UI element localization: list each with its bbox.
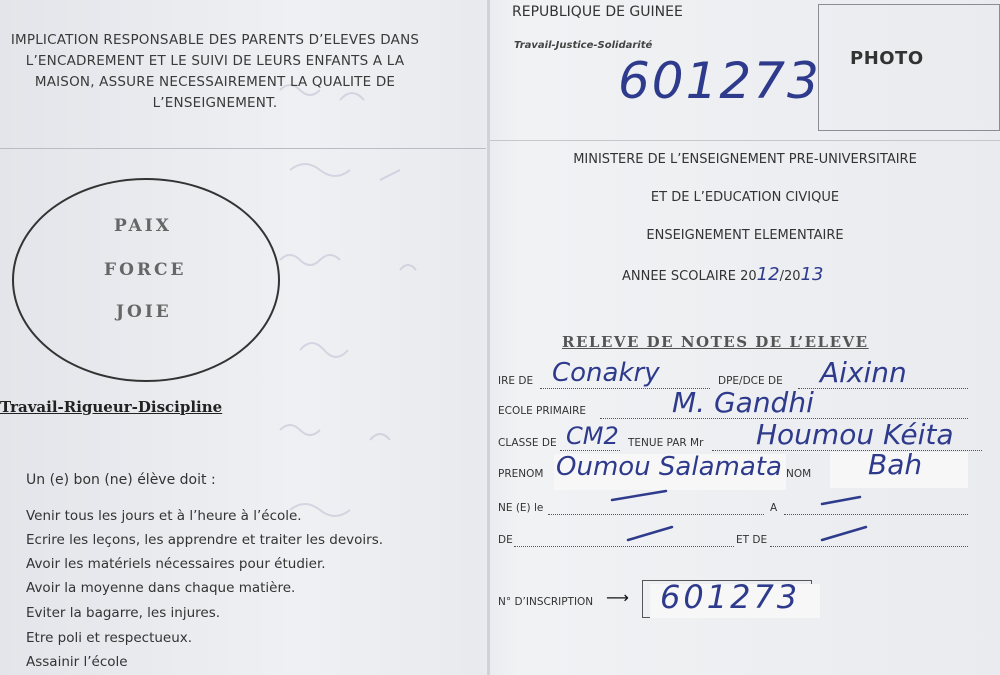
national-motto: Travail-Justice-Solidarité — [514, 40, 653, 51]
field-value-ire: Conakry — [552, 358, 660, 388]
field-line — [770, 546, 968, 547]
field-label-ecole: ECOLE PRIMAIRE — [498, 405, 587, 417]
motto-line-3: MAISON, ASSURE NECESSAIREMENT LA QUALITE DE — [34, 74, 396, 90]
stamp-word-force: FORCE — [104, 260, 187, 280]
blank-dash-mark — [820, 524, 870, 542]
motto-line-4: L’ENSEIGNEMENT. — [152, 95, 278, 111]
field-label-classe: CLASSE DE — [498, 437, 557, 449]
motto-line-1: IMPLICATION RESPONSABLE DES PARENTS D’ELEVES DANS — [10, 32, 420, 48]
form-title: RELEVE DE NOTES DE L’ELEVE — [562, 333, 869, 351]
field-line — [560, 450, 620, 451]
slogan: Travail-Rigueur-Discipline — [0, 398, 223, 416]
school-year-hand-1: 12 — [756, 264, 780, 285]
stamp-oval — [12, 178, 280, 382]
school-year-hand-2: 13 — [800, 264, 824, 285]
field-value-classe: CM2 — [566, 422, 619, 450]
registration-value: 601273 — [660, 578, 801, 616]
field-label-tenue: TENUE PAR Mr — [628, 437, 704, 449]
field-label-ne-le: NE (E) le — [498, 502, 544, 514]
arrow-icon: ⟶ — [606, 588, 629, 607]
country-name: REPUBLIQUE DE GUINEE — [512, 4, 683, 20]
bleed-through-marks — [260, 60, 460, 580]
handwritten-number: 601273 — [618, 52, 821, 110]
ministry-line-3: ENSEIGNEMENT ELEMENTAIRE — [646, 228, 844, 243]
stamp-word-joie: JOIE — [116, 302, 172, 322]
field-value-dpe: Aixinn — [820, 356, 907, 389]
page-fold — [487, 0, 490, 675]
field-label-ire: IRE DE — [498, 375, 534, 387]
duties-title: Un (e) bon (ne) élève doit : — [26, 472, 216, 488]
duty-item: Venir tous les jours et à l’heure à l’école. — [26, 508, 302, 524]
field-label-prenom: PRENOM — [498, 468, 544, 480]
ministry-line-1: MINISTERE DE L’ENSEIGNEMENT PRE-UNIVERSITAIRE — [573, 152, 917, 167]
field-value-tenue: Houmou Kéita — [756, 418, 954, 451]
photo-label: PHOTO — [850, 48, 924, 69]
field-label-a: A — [770, 502, 778, 514]
blank-dash-mark — [626, 524, 676, 542]
field-line — [784, 514, 968, 515]
registration-label: N° D’INSCRIPTION — [498, 596, 594, 608]
motto-line-2: L’ENCADREMENT ET LE SUIVI DE LEURS ENFANTS A LA — [25, 53, 405, 69]
field-label-nom: NOM — [786, 468, 812, 480]
field-label-dpe: DPE/DCE DE — [718, 375, 783, 387]
blank-dash-mark — [610, 488, 670, 502]
duty-item: Eviter la bagarre, les injures. — [26, 605, 221, 621]
duty-item: Assainir l’école — [26, 654, 128, 670]
blank-dash-mark — [820, 494, 864, 506]
field-value-ecole: M. Gandhi — [672, 386, 814, 419]
field-label-de: DE — [498, 534, 513, 546]
duty-item: Etre poli et respectueux. — [26, 630, 193, 646]
divider — [0, 148, 486, 149]
divider — [490, 140, 1000, 141]
duty-item: Avoir la moyenne dans chaque matière. — [26, 580, 296, 596]
field-line — [514, 546, 734, 547]
field-value-nom: Bah — [868, 448, 923, 481]
field-value-prenom: Oumou Salamata — [556, 452, 782, 482]
stamp-word-paix: PAIX — [114, 216, 172, 236]
school-year: ANNEE SCOLAIRE 2012/2013 — [622, 264, 824, 285]
field-label-et-de: ET DE — [736, 534, 768, 546]
school-year-prefix-1: 20 — [740, 269, 757, 284]
ministry-line-2: ET DE L’EDUCATION CIVIQUE — [650, 190, 840, 205]
school-year-label: ANNEE SCOLAIRE — [622, 269, 736, 284]
school-year-prefix-2: 20 — [783, 269, 801, 284]
duty-item: Ecrire les leçons, les apprendre et traiter les devoirs. — [26, 532, 384, 548]
field-line — [548, 514, 764, 515]
parent-motto — [0, 30, 430, 114]
duty-item: Avoir les matériels nécessaires pour étudier. — [26, 556, 326, 572]
